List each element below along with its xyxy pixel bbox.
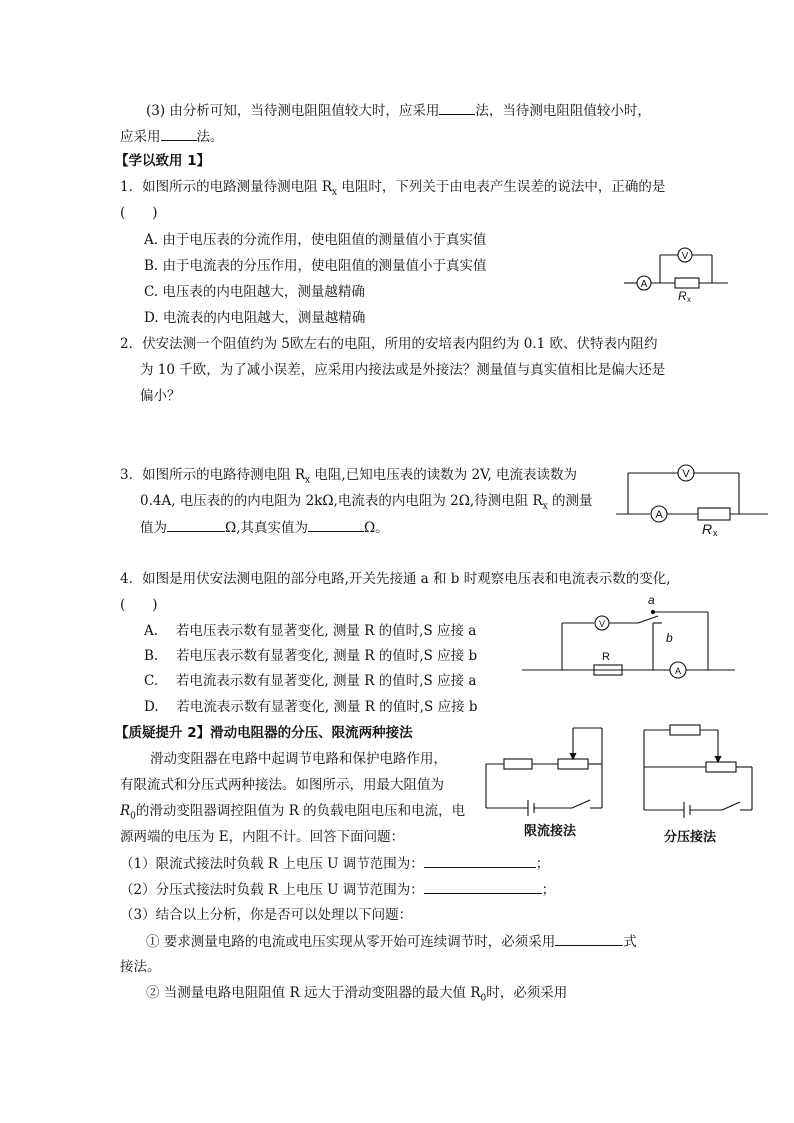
subq-3-item-2-text: ② 当测量电路电阻阻值 R 远大于滑动变阻器的最大值 R: [146, 985, 481, 1001]
ammeter-label: A: [640, 279, 648, 290]
q1-answer-paren: ( ): [120, 205, 158, 221]
answer-blank[interactable]: [308, 517, 364, 532]
caption-voltage-divider: 分压接法: [664, 830, 717, 845]
q3-line2: [140, 491, 593, 517]
circuit-limit-current: [482, 722, 622, 812]
r0-subscript: 0: [480, 993, 487, 1004]
q3-line3-a: 值为: [140, 520, 167, 536]
q2-line2: 为 10 千欧，为了减小误差，应采用内接法或是外接法？测量值与真实值相比是偏大还是: [140, 362, 666, 378]
subq-3-item-1-cont: 接法。: [120, 959, 161, 975]
circuit-diagram-q3: [612, 462, 774, 538]
q3-line3-c: Ω。: [363, 520, 389, 536]
resistor-label: R: [678, 289, 687, 303]
subq-3-item-1: [146, 931, 637, 952]
q2-line1: 2．伏安法测一个阻值约为 5欧左右的电阻，所用的安培表内阻约为 0.1 欧、伏特表内阻约: [120, 336, 658, 352]
q3-line2-b: 的测量: [547, 493, 593, 509]
subq-3: （3）结合以上分析，你是否可以处理以下问题：: [120, 907, 413, 923]
q4-option-d: D. 若电流表示数有显著变化, 测量 R 的值时,S 应接 b: [144, 699, 478, 715]
q1-stem-b: 电阻时，下列关于由电表产生误差的说法中，正确的是: [337, 179, 666, 195]
q3-line1-a: 3．如图所示的电路待测电阻 R: [120, 467, 306, 483]
terminal-a-label: a: [648, 593, 655, 607]
para-3-text-b: 法，当待测电阻阻值较小时，: [475, 103, 651, 119]
answer-blank[interactable]: [167, 517, 225, 532]
subq-2-end: ；: [541, 882, 556, 898]
subq-1-end: ；: [535, 856, 550, 872]
subq-2: [120, 879, 555, 900]
q4-answer-paren: ( ): [120, 597, 158, 613]
para-3-line2: [120, 126, 224, 147]
para-3-text-a: (3) 由分析可知，当待测电阻阻值较大时，应采用: [146, 103, 440, 119]
q3-subscript: x: [305, 475, 311, 486]
q1-option-b: B. 由于电流表的分压作用，使电阻值的测量值小于真实值: [144, 258, 487, 274]
q1-option-d: D. 电流表的内电阻越大，测量越精确: [144, 310, 366, 326]
circuit-diagram-q4: [520, 590, 740, 682]
ammeter-label: A: [674, 666, 682, 676]
q4-option-c: C. 若电流表示数有显著变化, 测量 R 的值时,S 应接 a: [144, 673, 477, 689]
para-3-line1: [146, 100, 651, 121]
subq-3-item-2: [146, 983, 567, 1009]
para-2-line4: 源两端的电压为 E，内阻不计。回答下面问题：: [120, 829, 405, 845]
caption-limit-current: 限流接法: [524, 824, 577, 839]
para-2-line2: 有限流式和分压式两种接法。如图所示，用最大阻值为: [120, 777, 444, 793]
subq-3-item-1-suffix: 式: [623, 934, 637, 950]
q1-subscript: x: [332, 187, 338, 198]
q1-option-c: C. 电压表的内电阻越大，测量越精确: [144, 284, 365, 300]
q3-line1: [120, 465, 577, 491]
q3-line2-a: 0.4A, 电压表的的内电阻为 2kΩ,电流表的内电阻为 2Ω,待测电阻 R: [140, 493, 543, 509]
voltmeter-label: V: [681, 251, 689, 262]
para-2-line3-text: 的滑动变阻器调控阻值为 R 的负载电阻电压和电流，电: [135, 803, 466, 819]
q3-line3: [140, 517, 389, 538]
terminal-b-label: b: [666, 631, 673, 645]
q2-line3: 偏小？: [140, 388, 181, 404]
section-heading-1: 【学以致用 1】: [115, 153, 211, 169]
q4-option-b: B. 若电压表示数有显著变化, 测量 R 的值时,S 应接 b: [144, 648, 478, 664]
voltmeter-label: V: [682, 468, 690, 480]
answer-blank[interactable]: [555, 931, 623, 946]
subq-2-text: （2）分压式接法时负载 R 上电压 U 调节范围为：: [120, 882, 424, 898]
answer-blank[interactable]: [439, 100, 475, 115]
para-3-text-d: 法。: [196, 129, 224, 145]
q1-stem-a: 1．如图所示的电路测量待测电阻 R: [120, 179, 333, 195]
q1-option-a: A. 由于电压表的分流作用，使电阻值的测量值小于真实值: [144, 232, 487, 248]
answer-blank[interactable]: [424, 879, 542, 894]
subq-3-item-1-text: ① 要求测量电路的电流或电压实现从零开始可连续调节时，必须采用: [146, 934, 556, 950]
resistor-label: R: [602, 651, 610, 663]
section-heading-2: 【质疑提升 2】滑动电阻器的分压、限流两种接法: [115, 725, 413, 741]
para-2-line1: 滑动变阻器在电路中起调节电路和保护电路作用，: [150, 751, 447, 767]
answer-blank[interactable]: [161, 126, 197, 141]
resistor-subscript: x: [687, 295, 691, 304]
q1-stem: [120, 177, 665, 203]
circuit-voltage-divider: [636, 720, 766, 820]
r0-symbol: R: [120, 803, 131, 819]
resistor-label: R: [702, 521, 713, 537]
subq-1: [120, 853, 549, 874]
q3-line1-b: 电阻,已知电压表的读数为 2V, 电流表读数为: [310, 467, 578, 483]
para-2-line3: [120, 801, 465, 827]
q3-line3-b: Ω,其真实值为: [225, 520, 308, 536]
voltmeter-label: V: [598, 619, 606, 629]
q4-option-a: A. 若电压表示数有显著变化, 测量 R 的值时,S 应接 a: [144, 623, 477, 639]
para-3-text-c: 应采用: [120, 129, 161, 145]
ammeter-label: A: [655, 509, 663, 521]
resistor-subscript: x: [713, 528, 718, 538]
q3-subscript: x: [542, 501, 548, 512]
r0-subscript: 0: [130, 811, 136, 822]
subq-1-text: （1）限流式接法时负载 R 上电压 U 调节范围为：: [120, 856, 424, 872]
circuit-diagram-q1: [620, 238, 732, 304]
subq-3-item-2-end: 时，必须采用: [486, 985, 568, 1001]
answer-blank[interactable]: [424, 853, 536, 868]
q4-stem: 4．如图是用伏安法测电阻的部分电路,开关先接通 a 和 b 时观察电压表和电流表示数的变化,: [120, 571, 671, 587]
